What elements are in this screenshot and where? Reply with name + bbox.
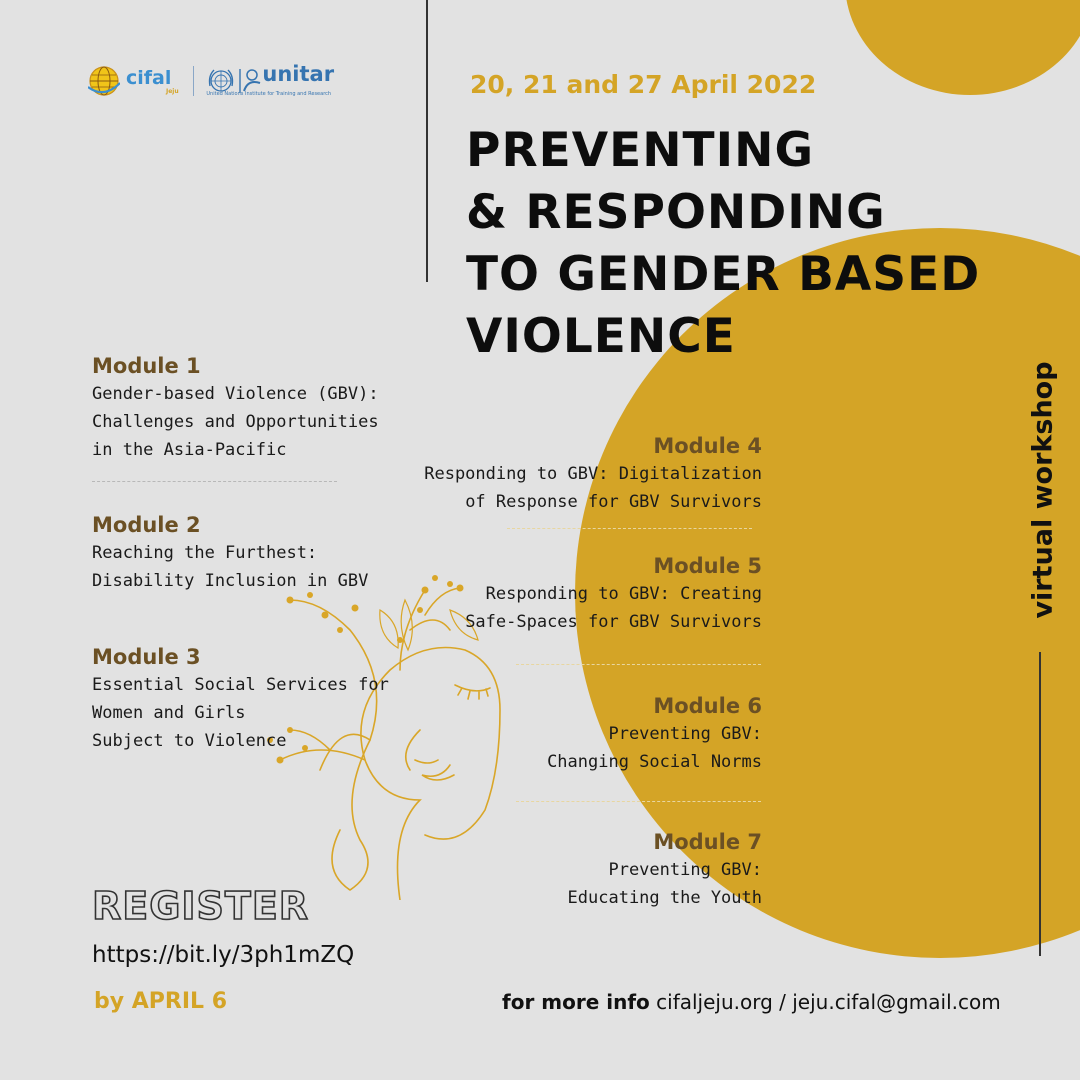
module-description-line: Essential Social Services for: [92, 675, 389, 695]
module-title: Module 7: [653, 830, 762, 854]
module-separator: [507, 528, 752, 529]
event-title-line: TO GENDER BASED: [466, 247, 981, 302]
module-description-line: Challenges and Opportunities: [92, 412, 379, 432]
module-description-line: Disability Inclusion in GBV: [92, 571, 369, 591]
contact-info: [502, 990, 1001, 1014]
event-title-line: PREVENTING: [466, 123, 815, 178]
register-deadline: by APRIL 6: [94, 989, 228, 1014]
module-card: [92, 511, 368, 595]
module-title: Module 5: [653, 554, 762, 578]
module-title: Module 1: [92, 354, 201, 378]
module-description-line: Responding to GBV: Creating: [485, 584, 762, 604]
event-title-line: VIOLENCE: [466, 309, 736, 364]
module-description-line: of Response for GBV Survivors: [465, 492, 762, 512]
module-card: [92, 352, 379, 464]
module-card: [547, 692, 762, 776]
event-date: 20, 21 and 27 April 2022: [470, 70, 817, 99]
module-description-line: in the Asia-Pacific: [92, 440, 287, 460]
module-description-line: Women and Girls: [92, 703, 246, 723]
module-card: [465, 552, 762, 636]
register-link[interactable]: https://bit.ly/3ph1mZQ: [92, 942, 355, 968]
module-description-line: Subject to Violence: [92, 731, 287, 751]
module-description-line: Responding to GBV: Digitalization: [424, 464, 762, 484]
side-label: virtual workshop: [1027, 361, 1059, 619]
module-card: [568, 828, 762, 912]
module-title: Module 6: [653, 694, 762, 718]
event-title-line: & RESPONDING: [466, 185, 886, 240]
contact-info-value[interactable]: cifaljeju.org / jeju.cifal@gmail.com: [656, 990, 1001, 1014]
cifal-logo-subtext: Jeju: [166, 88, 179, 95]
module-separator: [92, 481, 337, 482]
module-separator: [516, 664, 761, 665]
module-description-line: Reaching the Furthest:: [92, 543, 318, 563]
module-separator: [516, 801, 761, 802]
unitar-logo-text: unitar: [262, 62, 335, 86]
decor-circle-top: [845, 0, 1080, 95]
module-description-line: Educating the Youth: [567, 888, 762, 908]
contact-info-label: for more info: [502, 990, 650, 1014]
module-description-line: Safe-Spaces for GBV Survivors: [465, 612, 762, 632]
divider-line-right: [1039, 652, 1041, 956]
module-card: [424, 432, 762, 516]
logo-divider: [193, 66, 194, 96]
module-description-line: Preventing GBV:: [608, 724, 762, 744]
register-heading: REGISTER: [92, 884, 310, 928]
cifal-globe-icon: [88, 65, 120, 97]
partner-logos: [88, 58, 362, 104]
cifal-logo-text: cifal: [126, 67, 172, 89]
module-title: Module 3: [92, 645, 201, 669]
event-title: [466, 120, 980, 368]
module-description-line: Preventing GBV:: [608, 860, 762, 880]
module-card: [92, 643, 389, 755]
unitar-logo: [206, 58, 362, 104]
module-description-line: Gender-based Violence (GBV):: [92, 384, 379, 404]
module-description-line: Changing Social Norms: [547, 752, 762, 772]
unitar-logo-subtext: United Nations Institute for Training and Research: [206, 91, 332, 97]
divider-line-vertical: [426, 0, 428, 282]
module-title: Module 4: [653, 434, 762, 458]
module-title: Module 2: [92, 513, 201, 537]
